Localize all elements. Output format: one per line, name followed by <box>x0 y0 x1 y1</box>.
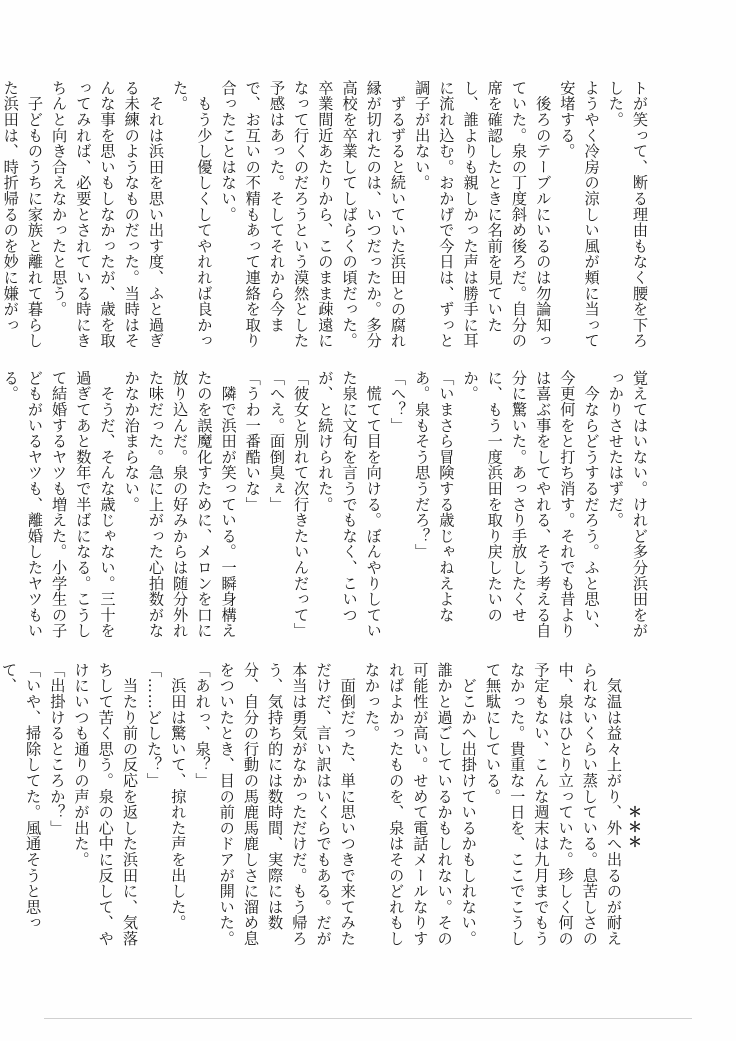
paragraph-middle: 覚えてはいない。けれど多分浜田をがっかりさせたはずだ。 今ならどうするだろう。ふと思い、今更何をと打ち消す。それでも昔より は喜ぶ事をしてやれる、そう考える自分に驚いた。あっさり手放したくせに、もう一度浜田を取り戻したいのか。 「いまさら冒険する歳じゃねえよなあ。泉もそう思うだろ？」 「へ？」 慌てて目を向ける。ぼんやりしていた泉に文句を言うでもなく、こいつが、と続けられた。 「彼女と別れて次行きたいんだって」 「へえ。面倒臭ぇ」 「うわ一番酷いな」 隣で浜田が笑っている。一瞬身構えたのを誤魔化すために、メロンを口に放り込んだ。泉の好みからは随分外れた味だった。急に上がった心拍数がなかなか治まらない。 そうだ、そんな歳じゃない。三十を過ぎてあと数年で半ばになる。こうして結婚するヤツも増えた。小学生の子どもがいるヤツも、離婚したヤツもいる。 <box>1 370 649 639</box>
text-block-top <box>1 80 652 358</box>
scene-separator: ＊＊＊ <box>626 805 642 850</box>
paragraph-bottom: 気温は益々上がり、外へ出るのが耐えられないくらい蒸している。息苦しさの中、泉はひとり立っていた。珍しく何の予定もない、こんな週末は九月までもうなかった。貴重な一日を、ここでこうして無駄にしている。 どこかへ出掛けているかもしれない。誰かと過ごしているかもしれない。その可能性が高い。せめて電話メールなりすればよかったものを、泉はそのどれもしなかった。 面倒だった、単に思いつきで来てみただけだ、言い訳はいくらでもある。だが本当は勇気がなかっただけだ。もう帰ろう、気持ち的には数時間、実際には数分、自分の行動の馬鹿馬鹿しさに溜め息をついたとき、目の前のドアが開いた。 「あれっ、泉？」 浜田は驚いて、掠れた声を出した。 「……どした？」 当たり前の反応を返した浜田に、気落ちして苦く思う。泉の心中に反して、やけにいつも通りの声が出た。 「出掛けるところか？」 「いや、掃除してた。風通そうと思って、 <box>0 662 623 947</box>
paragraph-top: トが笑って、断る理由もなく腰を下ろした。 ようやく冷房の涼しい風が頬に当って安堵する。 後ろのテーブルにいるのは勿論知っていた。泉の丁度斜め後ろだ。自分の席を確認したときに名前を見ていたし、誰よりも親しかった声は勝手に耳に流れ込む。おかげで今日は、ずっと調子が出ない。 ずるずると続いていた浜田との腐れ縁が切れたのは、いつだったか。多分高校を卒業してしばらくの頃だった。卒業間近あたりから、このまま疎遠になって行くのだろうという漠然とした予感はあった。そしてそれから今まで、お互いの不精もあって連絡を取り合ったことはない。 もう少し優しくしてやれれば良かった。 それは浜田を思い出す度、ふと過ぎる未練のようなものだった。当時はそんな事を思いもしなかったが、歳を取ってみれば、必要とされている時にきちんと向き合えなかったと思う。 子どものうちに家族と離れて暮らした浜田は、時折帰るのを妙に嫌がっ <box>1 80 649 349</box>
text-block-middle <box>1 370 652 650</box>
page-edge-line <box>44 1018 692 1019</box>
text-block-bottom <box>0 662 626 952</box>
